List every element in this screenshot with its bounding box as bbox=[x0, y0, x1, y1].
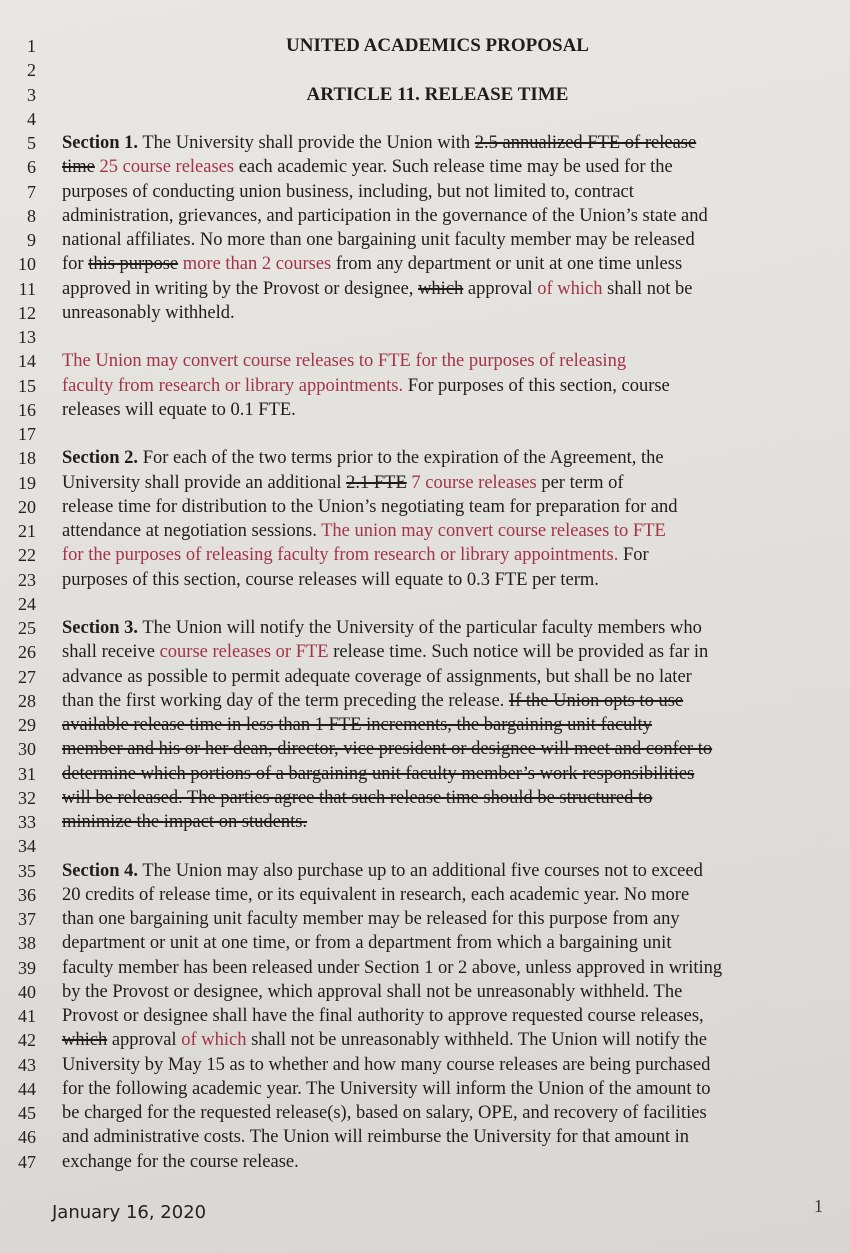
document-line bbox=[0, 1053, 850, 1077]
document-line bbox=[0, 398, 850, 422]
line-number: 12 bbox=[18, 302, 36, 323]
text-run: national affiliates. No more than one bargaining unit faculty member may be released bbox=[62, 230, 695, 250]
text-run: for the following academic year. The University will inform the Union of the amount to bbox=[62, 1078, 711, 1099]
document-line bbox=[0, 713, 850, 737]
line-number: 10 bbox=[18, 254, 36, 275]
line-number: 3 bbox=[27, 84, 36, 105]
inserted-text: of which bbox=[181, 1030, 247, 1051]
text-run: by the Provost or designee, which approval shall not be unreasonably withheld. The bbox=[62, 981, 683, 1002]
line-number: 37 bbox=[18, 909, 36, 929]
line-text bbox=[62, 762, 694, 786]
text-run: shall not be bbox=[602, 278, 693, 299]
line-number: 39 bbox=[18, 957, 36, 978]
line-number: 46 bbox=[18, 1127, 36, 1148]
text-run: University by May 15 as to whether and how many course releases are being purchased bbox=[62, 1054, 711, 1075]
text-run: per term of bbox=[536, 472, 624, 493]
footer-date: January 16, 2020 bbox=[52, 1202, 207, 1223]
line-number: 8 bbox=[27, 205, 36, 226]
section-heading: Section 3. bbox=[62, 618, 139, 638]
text-run: than the first working day of the term preceding the release. bbox=[62, 690, 509, 711]
line-number: 45 bbox=[18, 1103, 36, 1123]
line-number: 6 bbox=[27, 157, 36, 178]
line-number: 35 bbox=[18, 860, 36, 881]
line-text bbox=[62, 1150, 299, 1174]
document-line bbox=[0, 58, 850, 82]
document-line bbox=[0, 592, 850, 616]
document-line bbox=[0, 786, 850, 810]
line-number: 1 bbox=[27, 36, 36, 56]
line-number: 36 bbox=[18, 884, 36, 905]
inserted-text: The Union may convert course releases to FTE for the purposes of releasing bbox=[62, 351, 627, 372]
text-run: The Union will notify the University of the particular faculty members who bbox=[138, 618, 702, 638]
text-run: Provost or designee shall have the final authority to approve requested course releases, bbox=[62, 1006, 704, 1026]
document-line bbox=[0, 1028, 850, 1052]
line-text bbox=[62, 519, 666, 543]
line-text bbox=[62, 883, 689, 907]
line-number: 9 bbox=[27, 230, 36, 250]
section-heading: UNITED ACADEMICS PROPOSAL bbox=[286, 35, 589, 56]
line-text bbox=[62, 398, 296, 422]
deleted-text: 2.1 FTE bbox=[346, 472, 407, 493]
line-number: 29 bbox=[18, 715, 36, 735]
page-number: 1 bbox=[814, 1196, 823, 1216]
text-run: than one bargaining unit faculty member may be released for this purpose from any bbox=[62, 909, 680, 929]
document-line bbox=[0, 640, 850, 664]
deleted-text: this purpose bbox=[88, 254, 179, 275]
document-line bbox=[0, 180, 850, 204]
text-run: each academic year. Such release time may be used for the bbox=[234, 157, 673, 178]
text-run: unreasonably withheld. bbox=[62, 302, 235, 323]
document-line bbox=[0, 1125, 850, 1149]
text-run: faculty member has been released under Section 1 or 2 above, unless approved in writing bbox=[62, 957, 723, 978]
text-run: For bbox=[618, 545, 649, 566]
deleted-text: time bbox=[62, 157, 95, 178]
document-line bbox=[0, 737, 850, 761]
inserted-text: The union may convert course releases to FTE bbox=[321, 521, 666, 541]
line-number: 25 bbox=[18, 618, 36, 638]
section-heading: Section 2. bbox=[62, 448, 139, 469]
document-line bbox=[0, 1077, 850, 1101]
text-run: University shall provide an additional bbox=[62, 472, 347, 493]
deleted-text: which bbox=[418, 278, 464, 299]
inserted-text: faculty from research or library appointments. bbox=[62, 375, 404, 396]
inserted-text: 7 course releases bbox=[411, 472, 537, 493]
line-number: 13 bbox=[18, 327, 36, 347]
line-number: 30 bbox=[18, 739, 36, 760]
document-line bbox=[0, 83, 850, 107]
line-text bbox=[62, 956, 722, 980]
deleted-text: minimize the impact on students. bbox=[62, 812, 308, 832]
line-number: 11 bbox=[18, 278, 36, 299]
document-line bbox=[0, 689, 850, 713]
text-run: be charged for the requested release(s), based on salary, OPE, and recovery of facilities bbox=[62, 1103, 707, 1123]
deleted-text: determine which portions of a bargaining unit faculty member’s work responsibilities bbox=[62, 763, 695, 784]
line-text bbox=[62, 568, 599, 592]
document-line bbox=[0, 616, 850, 640]
text-run: releases will equate to 0.1 FTE. bbox=[62, 399, 296, 420]
document-line bbox=[0, 519, 850, 543]
line-number: 2 bbox=[27, 60, 36, 81]
text-run: shall not be unreasonably withheld. The Union will notify the bbox=[246, 1030, 707, 1051]
line-number: 43 bbox=[18, 1054, 36, 1075]
document-line bbox=[0, 204, 850, 228]
document-line bbox=[0, 883, 850, 907]
line-number: 7 bbox=[27, 181, 36, 202]
line-number: 34 bbox=[18, 836, 36, 857]
text-run: from any department or unit at one time unless bbox=[331, 254, 683, 275]
document-line bbox=[0, 325, 850, 349]
text-run: For purposes of this section, course bbox=[403, 375, 670, 396]
inserted-text: 25 course releases bbox=[99, 157, 235, 178]
document-line bbox=[0, 1004, 850, 1028]
text-run: approval bbox=[463, 278, 538, 299]
text-run: advance as possible to permit adequate coverage of assignments, but shall be no later bbox=[62, 666, 692, 687]
heading bbox=[0, 83, 850, 107]
document-line bbox=[0, 471, 850, 495]
deleted-text: will be released. The parties agree that such release time should be structured to bbox=[62, 787, 653, 808]
document-line bbox=[0, 495, 850, 519]
line-text bbox=[62, 204, 708, 228]
document-line bbox=[0, 980, 850, 1004]
deleted-text: If the Union opts to use bbox=[508, 690, 684, 711]
line-number: 15 bbox=[18, 375, 36, 396]
line-text bbox=[62, 640, 708, 664]
line-text bbox=[62, 495, 677, 519]
document-line bbox=[0, 155, 850, 179]
document-line bbox=[0, 931, 850, 955]
line-text bbox=[62, 859, 703, 883]
document-line bbox=[0, 374, 850, 398]
line-number: 22 bbox=[18, 545, 36, 566]
line-text bbox=[62, 1053, 710, 1077]
line-number: 18 bbox=[18, 448, 36, 469]
deleted-text: available release time in less than 1 FTE increments, the bargaining unit faculty bbox=[62, 715, 652, 735]
line-text bbox=[62, 543, 649, 567]
line-text bbox=[62, 446, 664, 470]
line-text bbox=[62, 786, 652, 810]
document-line bbox=[0, 277, 850, 301]
text-run: for bbox=[62, 254, 89, 275]
inserted-text: for the purposes of releasing faculty from research or library appointments. bbox=[62, 545, 619, 566]
line-number: 23 bbox=[18, 569, 36, 590]
text-run: administration, grievances, and participation in the governance of the Union’s state and bbox=[62, 205, 708, 226]
text-run: department or unit at one time, or from a department from which a bargaining unit bbox=[62, 933, 672, 954]
line-text bbox=[62, 374, 670, 398]
text-run: and administrative costs. The Union will reimburse the University for that amount in bbox=[62, 1127, 689, 1148]
line-number: 26 bbox=[18, 642, 36, 663]
deleted-text: which bbox=[62, 1030, 108, 1051]
text-run: For each of the two terms prior to the expiration of the Agreement, the bbox=[138, 448, 664, 469]
line-text bbox=[62, 228, 695, 252]
text-run: purposes of this section, course releases will equate to 0.3 FTE per term. bbox=[62, 569, 599, 590]
line-text bbox=[62, 301, 235, 325]
line-text bbox=[62, 689, 683, 713]
text-run: approved in writing by the Provost or designee, bbox=[62, 278, 419, 299]
line-text bbox=[62, 931, 671, 955]
line-text bbox=[62, 1028, 707, 1052]
line-number: 5 bbox=[27, 133, 36, 153]
document-line bbox=[0, 228, 850, 252]
line-number: 17 bbox=[18, 424, 36, 444]
document-line bbox=[0, 859, 850, 883]
text-run: The Union may also purchase up to an additional five courses not to exceed bbox=[138, 860, 703, 881]
line-text bbox=[62, 1125, 689, 1149]
line-text bbox=[62, 180, 634, 204]
line-text bbox=[62, 277, 692, 301]
line-number: 32 bbox=[18, 787, 36, 808]
document-line bbox=[0, 349, 850, 373]
section-heading: Section 1. bbox=[62, 133, 139, 153]
inserted-text: more than 2 courses bbox=[182, 254, 332, 275]
document-line bbox=[0, 543, 850, 567]
text-run: 20 credits of release time, or its equivalent in research, each academic year. No more bbox=[62, 884, 690, 905]
line-text bbox=[62, 980, 682, 1004]
line-text bbox=[62, 616, 702, 640]
line-text bbox=[62, 155, 673, 179]
line-number: 33 bbox=[18, 812, 36, 832]
document-line bbox=[0, 107, 850, 131]
line-text bbox=[62, 907, 680, 931]
line-text bbox=[62, 471, 624, 495]
section-heading: Section 4. bbox=[62, 860, 139, 881]
text-run: approval bbox=[107, 1030, 182, 1051]
line-number: 4 bbox=[27, 108, 36, 129]
deleted-text: 2.5 annualized FTE of release bbox=[474, 133, 697, 153]
document-line bbox=[0, 252, 850, 276]
line-text bbox=[62, 1101, 707, 1125]
line-number: 42 bbox=[18, 1030, 36, 1051]
text-run: purposes of conducting union business, including, but not limited to, contract bbox=[62, 181, 634, 202]
line-number: 31 bbox=[18, 763, 36, 784]
inserted-text: of which bbox=[537, 278, 603, 299]
line-number: 44 bbox=[18, 1078, 36, 1099]
document-line bbox=[0, 301, 850, 325]
document-line bbox=[0, 1101, 850, 1125]
line-number: 21 bbox=[18, 521, 36, 541]
section-heading: ARTICLE 11. RELEASE TIME bbox=[306, 83, 569, 105]
line-number: 41 bbox=[18, 1006, 36, 1026]
document-line bbox=[0, 131, 850, 155]
document-line bbox=[0, 1150, 850, 1174]
deleted-text: member and his or her dean, director, vice president or designee will meet and confer to bbox=[62, 739, 713, 760]
line-number: 14 bbox=[18, 351, 36, 372]
text-run: release time for distribution to the Union’s negotiating team for preparation for and bbox=[62, 496, 678, 517]
line-number: 16 bbox=[18, 399, 36, 420]
text-run: exchange for the course release. bbox=[62, 1151, 299, 1172]
document-line bbox=[0, 568, 850, 592]
document-line bbox=[0, 907, 850, 931]
document-line bbox=[0, 665, 850, 689]
line-number: 27 bbox=[18, 666, 36, 687]
document-line bbox=[0, 762, 850, 786]
inserted-text: course releases or FTE bbox=[159, 642, 329, 663]
text-run: release time. Such notice will be provided as far in bbox=[328, 642, 709, 663]
line-text bbox=[62, 252, 682, 276]
text-run: shall receive bbox=[62, 642, 160, 663]
line-number: 28 bbox=[18, 690, 36, 711]
document-line bbox=[0, 834, 850, 858]
line-number: 40 bbox=[18, 981, 36, 1002]
line-number: 19 bbox=[18, 472, 36, 493]
line-text bbox=[62, 1077, 711, 1101]
document-line bbox=[0, 810, 850, 834]
line-number: 47 bbox=[18, 1151, 36, 1172]
line-text bbox=[62, 1004, 704, 1028]
text-run: The University shall provide the Union with bbox=[138, 133, 475, 153]
heading bbox=[0, 34, 850, 58]
line-text bbox=[62, 131, 696, 155]
line-text bbox=[62, 737, 712, 761]
document-line bbox=[0, 422, 850, 446]
line-number: 20 bbox=[18, 496, 36, 517]
document-line bbox=[0, 34, 850, 58]
line-text bbox=[62, 349, 626, 373]
document-line bbox=[0, 446, 850, 470]
line-number: 24 bbox=[18, 593, 36, 614]
text-run: attendance at negotiation sessions. bbox=[62, 521, 322, 541]
line-number: 38 bbox=[18, 933, 36, 954]
document-line bbox=[0, 956, 850, 980]
line-text bbox=[62, 665, 692, 689]
line-text bbox=[62, 713, 652, 737]
line-text bbox=[62, 810, 307, 834]
